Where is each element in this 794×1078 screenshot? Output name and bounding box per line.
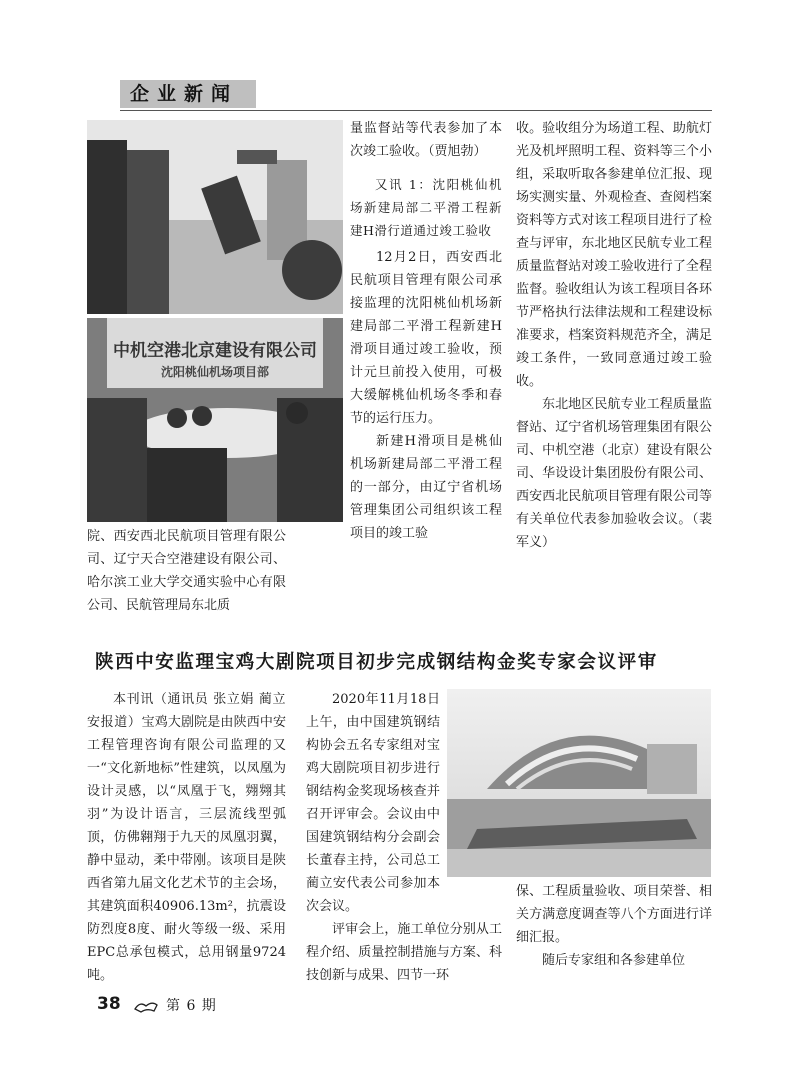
article2-col3-p2: 随后专家组和各参建单位: [542, 953, 686, 968]
article2-col2-p2: 评审会上，施工单位分别从工程介绍、质量控制措施与方案、科技创新与成果、四节一环: [306, 922, 502, 983]
article2-col1-body: 宝鸡大剧院是由陕西中安工程管理咨询有限公司监理的又一“文化新地标”性建筑，以凤凰为设计灵感，以“凤凰于飞，翙翙其羽”为设计语言，三层流线型弧顶，仿佛翱翔于九天的凤凰羽翼，静中显动，柔中带刚。该项目是陕西省第九届文化艺术节的主会场，其建筑面积40906.13m²，抗震设防烈度8度、耐火等级一级、采用EPC总承包模式，总用钢量9724吨。: [87, 715, 286, 983]
article1-subheadline: 又讯 1：沈阳桃仙机场新建局部二平滑工程新建H滑行道通过竣工验收: [350, 177, 502, 238]
article1-col3-p2: 东北地区民航专业工程质量监督站、辽宁省机场管理集团有限公司、中机空港（北京）建设有限公司、华设设计集团股份有限公司、西安西北民航项目管理有限公司等有关单位代表参加验收会议。（裴军义）: [516, 397, 712, 550]
meeting-banner-subtext: 沈阳桃仙机场项目部: [160, 365, 270, 379]
section-title: 企业新闻: [120, 80, 256, 108]
article1-col2-intro: 量监督站等代表参加了本次竣工验收。（贾旭勃）: [350, 121, 502, 159]
issue-label: 第 6 期: [166, 998, 217, 1014]
header-rule: [120, 110, 712, 111]
article2-headline: 陕西中安监理宝鸡大剧院项目初步完成钢结构金奖专家会议评审: [95, 652, 658, 673]
inspection-photo: [87, 120, 343, 314]
article1-col2-p1: 12月2日，西安西北民航项目管理有限公司承接监理的沈阳桃仙机场新建局部二平滑工程新建H滑项目通过竣工验收，预计元旦前投入使用，可极大缓解桃仙机场冬季和春节的运行压力。: [350, 250, 502, 426]
magazine-logo-icon: [134, 998, 158, 1011]
meeting-banner-text: 中机空港北京建设有限公司: [113, 341, 317, 361]
theater-photo: [447, 689, 711, 877]
article1-col2: [350, 117, 502, 545]
article1-col3: [516, 117, 712, 554]
article1-col3-p1: 收。验收组分为场道工程、助航灯光及机坪照明工程、资料等三个小组，采取听取各参建单位汇报、现场实测实量、外观检查、查阅档案资料等方式对该工程项目进行了检查与评审，东北地区民航专业工程质量监督站对竣工验收进行了全程监督。验收组认为该工程项目各环节严格执行法律法规和工程建设标准要求，档案资料规范齐全，满足竣工条件，一致同意通过竣工验收。: [516, 121, 712, 389]
meeting-photo: [87, 318, 343, 522]
article1-col1-bottom: 院、西安西北民航项目管理有限公司、辽宁天合空港建设有限公司、哈尔滨工业大学交通实验中心有限公司、民航管理局东北质: [87, 529, 286, 613]
article2-lead: 本刊讯（通讯员 张立娟 蔺立安报道）: [87, 692, 286, 730]
article2-col1: [87, 688, 286, 987]
article2-col3-p1: 保、工程质量验收、项目荣誉、相关方满意度调查等八个方面进行详细汇报。: [516, 884, 712, 945]
page-number: 38: [97, 994, 121, 1014]
article2-col2-p1: 2020年11月18日上午，由中国建筑钢结构协会五名专家组对宝鸡大剧院项目初步进行钢结构金奖现场核查并召开评审会。会议由中国建筑钢结构分会副会长董春主持，公司总工蔺立安代表公司参加本次会议。: [306, 692, 440, 914]
article1-col2-p2: 新建H滑项目是桃仙机场新建局部二平滑工程的一部分，由辽宁省机场管理集团公司组织该工程项目的竣工验: [350, 434, 502, 541]
article2-col3: [516, 880, 712, 972]
